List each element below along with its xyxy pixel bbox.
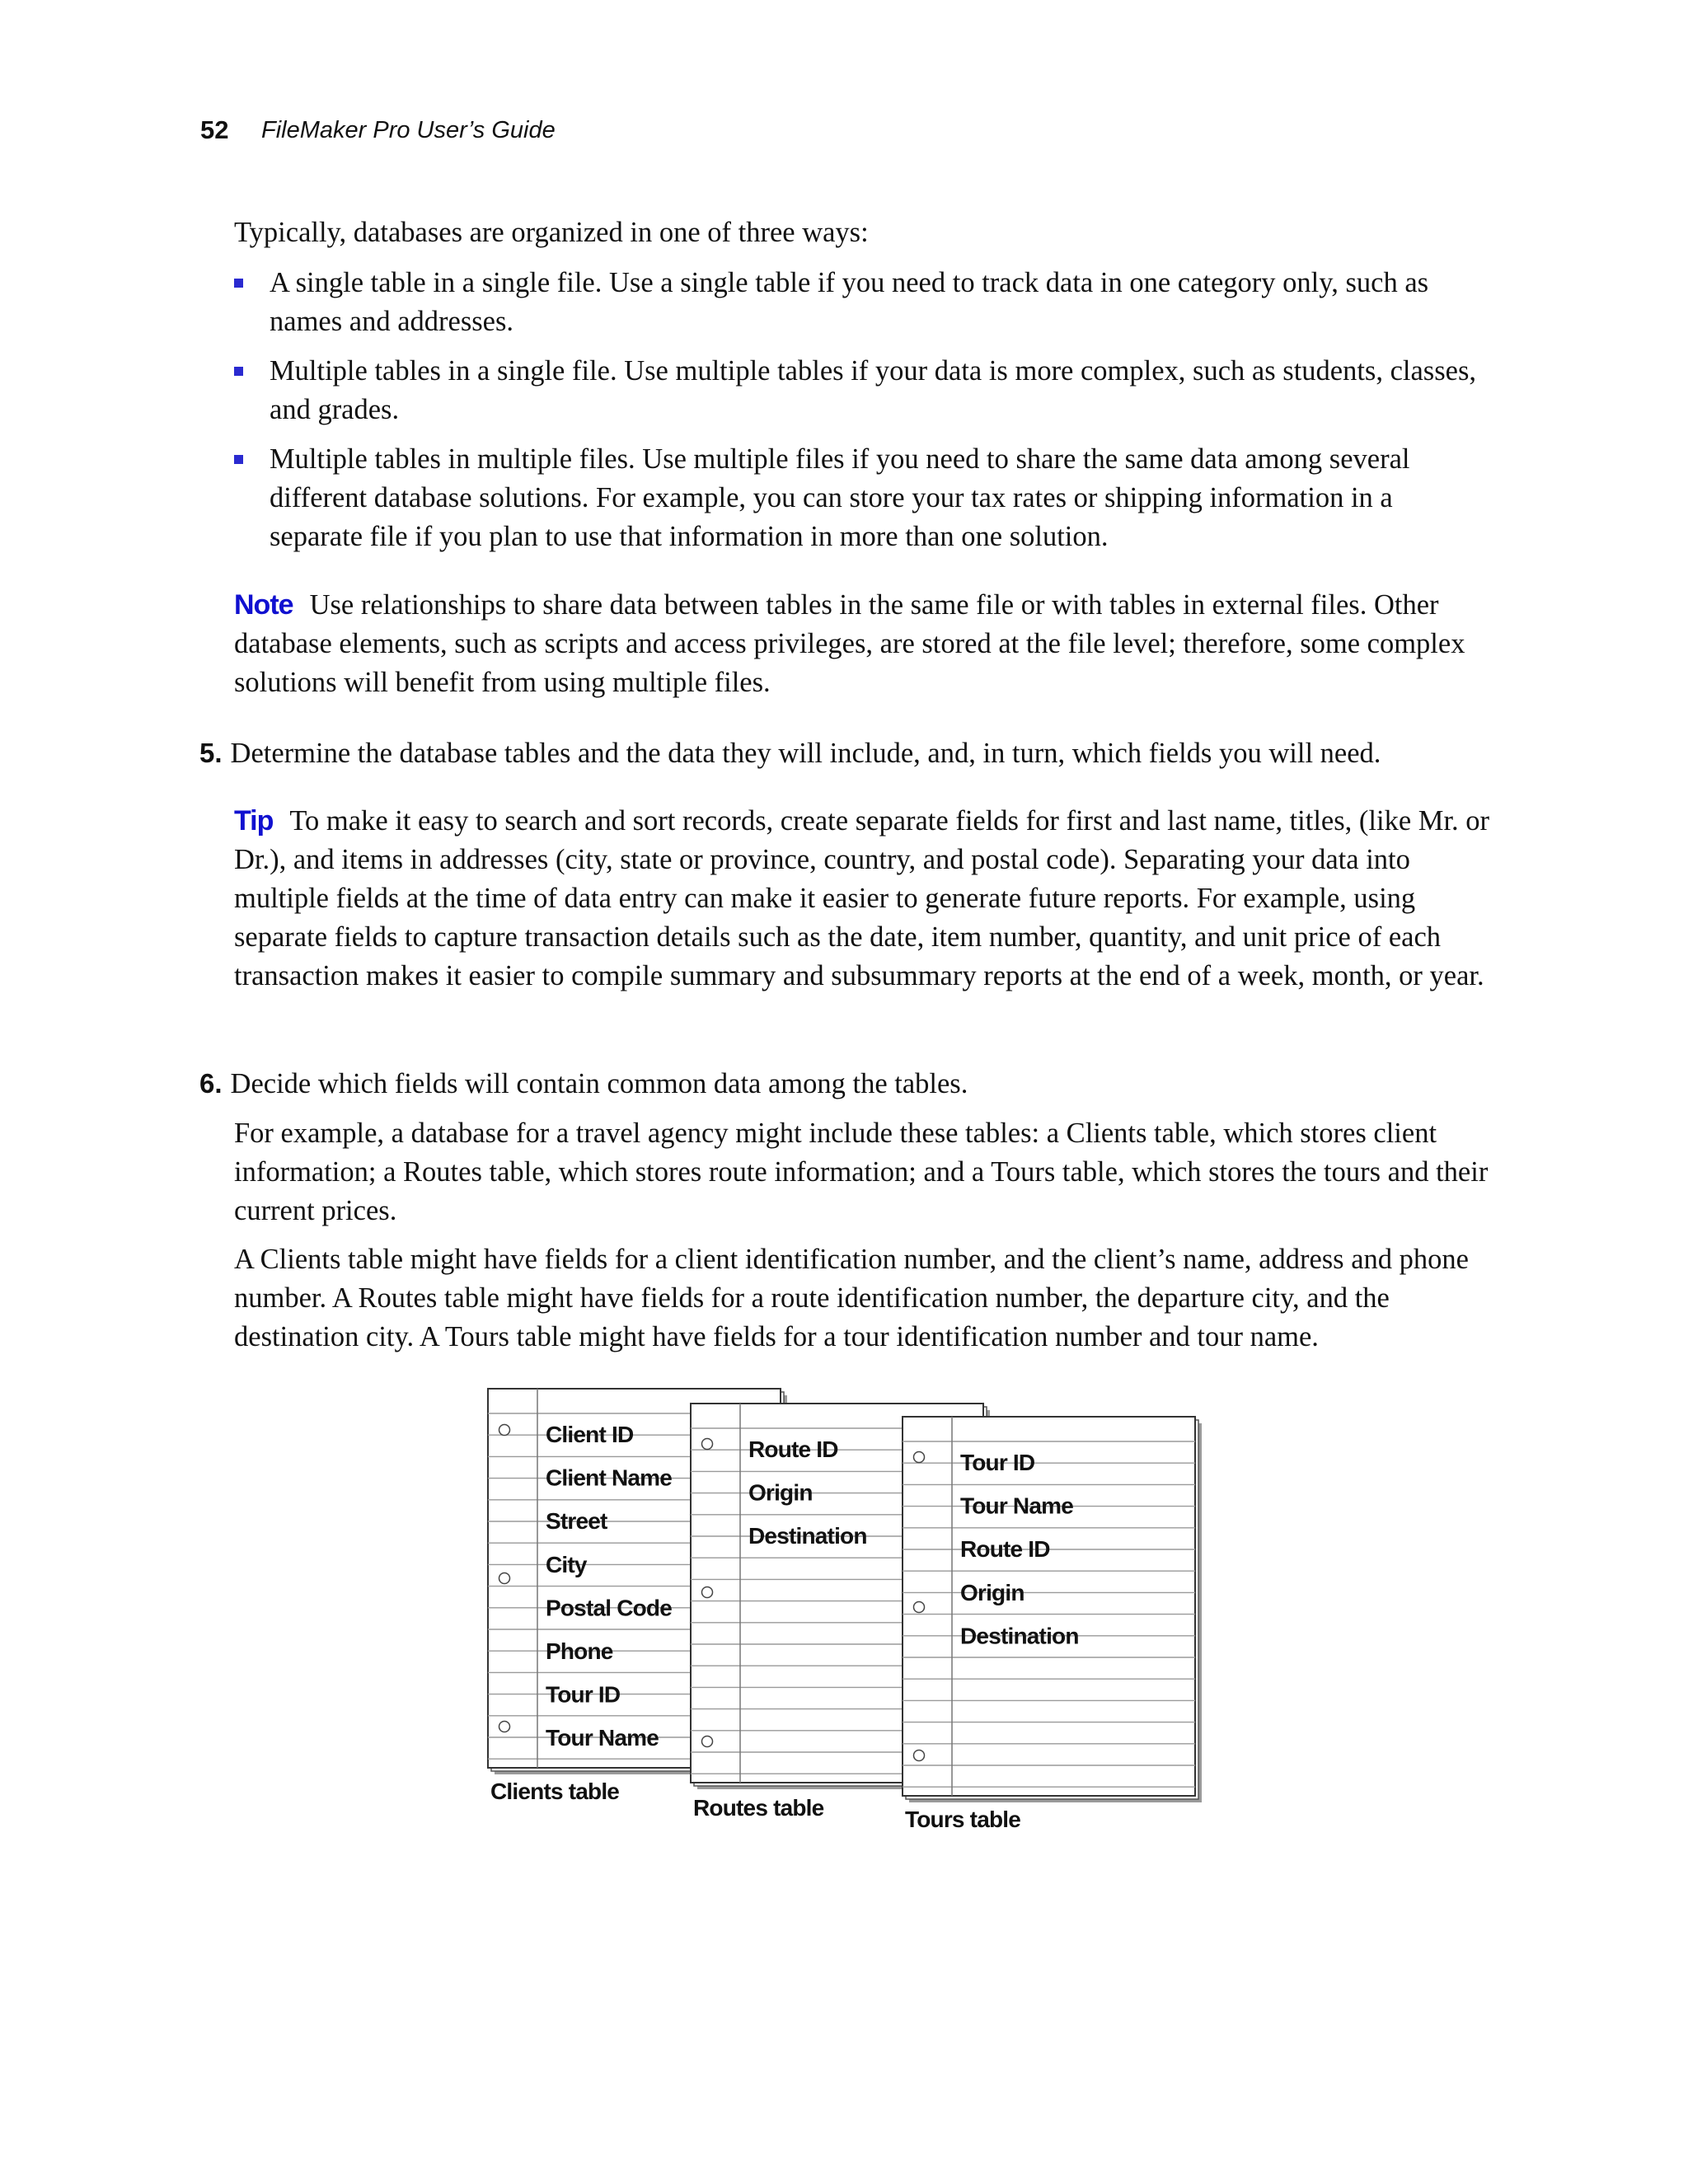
field-label: City	[546, 1551, 587, 1577]
field-label: Tour ID	[960, 1450, 1035, 1475]
punch-hole	[914, 1452, 925, 1463]
field-label: Tour Name	[960, 1493, 1073, 1519]
field-label: Route ID	[748, 1436, 838, 1462]
punch-hole	[702, 1736, 713, 1747]
step6-paragraph: For example, a database for a travel agency might include these tables: a Clients table, which stores client information; a Routes table, which stores route information; and a Tours table, which stores the tours and their current prices.	[234, 1118, 1489, 1226]
punch-hole	[914, 1602, 925, 1613]
field-label: Phone	[546, 1638, 613, 1664]
field-label: Street	[546, 1508, 607, 1535]
step-text: Decide which fields will contain common data among the tables.	[230, 1068, 968, 1099]
punch-hole	[499, 1425, 510, 1436]
field-label: Tour Name	[546, 1725, 659, 1751]
field-label: Tour ID	[546, 1681, 621, 1708]
table-caption: Clients table	[490, 1779, 620, 1804]
intro-paragraph: Typically, databases are organized in one of three ways:	[234, 217, 869, 248]
tip-text: To make it easy to search and sort records, create separate fields for first and last name, titles, (like Mr. or Dr.), and items in addresses (city, state or province, country, and postal code). Separating your data into multiple fields at the time of data entry can make it easier to generate future reports. For example, using separate fields to capture transaction details such as the date, item number, quantity, and unit price of each transaction makes it easier to compile summary and subsummary reports at the end of a week, month, or year.	[234, 805, 1490, 991]
table-caption: Routes table	[693, 1795, 824, 1821]
field-label: Destination	[960, 1623, 1079, 1649]
note-label: Note	[234, 589, 293, 621]
step-text: Determine the database tables and the data they will include, and, in turn, which fields you will need.	[230, 738, 1381, 769]
page-number: 52	[200, 115, 229, 144]
field-label: Postal Code	[546, 1595, 673, 1621]
tip-label: Tip	[234, 805, 274, 837]
list-item-text: Multiple tables in a single file. Use multiple tables if your data is more complex, such as students, classes, and grades.	[270, 355, 1477, 425]
punch-hole	[499, 1722, 510, 1732]
field-label: Client Name	[546, 1465, 673, 1491]
list-item-text: Multiple tables in multiple files. Use multiple files if you need to share the same data among several different database solutions. For example, you can store your tax rates or shipping information in a separate file if you plan to use that information in more than one solution.	[270, 443, 1410, 552]
step-number: 5.	[199, 738, 223, 768]
field-label: Origin	[960, 1579, 1025, 1605]
table-caption: Tours table	[905, 1807, 1021, 1832]
field-label: Client ID	[546, 1422, 634, 1447]
page-front	[903, 1417, 1195, 1796]
step-number: 6.	[199, 1068, 223, 1099]
step6-paragraph: A Clients table might have fields for a client identification number, and the client’s name, address and phone number. A Routes table might have fields for a route identification number, the departure city, and the destination city. A Tours table might have fields for a tour identification number and tour name.	[234, 1244, 1469, 1352]
note-text: Use relationships to share data between tables in the same file or with tables in external files. Other database elements, such as scripts and access privileges, are stored at the file level; therefore, some complex solutions will benefit from using multiple files.	[234, 589, 1465, 698]
punch-hole	[914, 1750, 925, 1761]
field-label: Origin	[748, 1479, 813, 1506]
field-label: Destination	[748, 1523, 867, 1549]
field-label: Route ID	[960, 1536, 1050, 1563]
running-title: FileMaker Pro User’s Guide	[261, 117, 556, 143]
punch-hole	[702, 1587, 713, 1598]
list-item-text: A single table in a single file. Use a single table if you need to track data in one category only, such as names and addresses.	[270, 267, 1429, 337]
punch-hole	[499, 1573, 510, 1584]
punch-hole	[702, 1439, 713, 1450]
